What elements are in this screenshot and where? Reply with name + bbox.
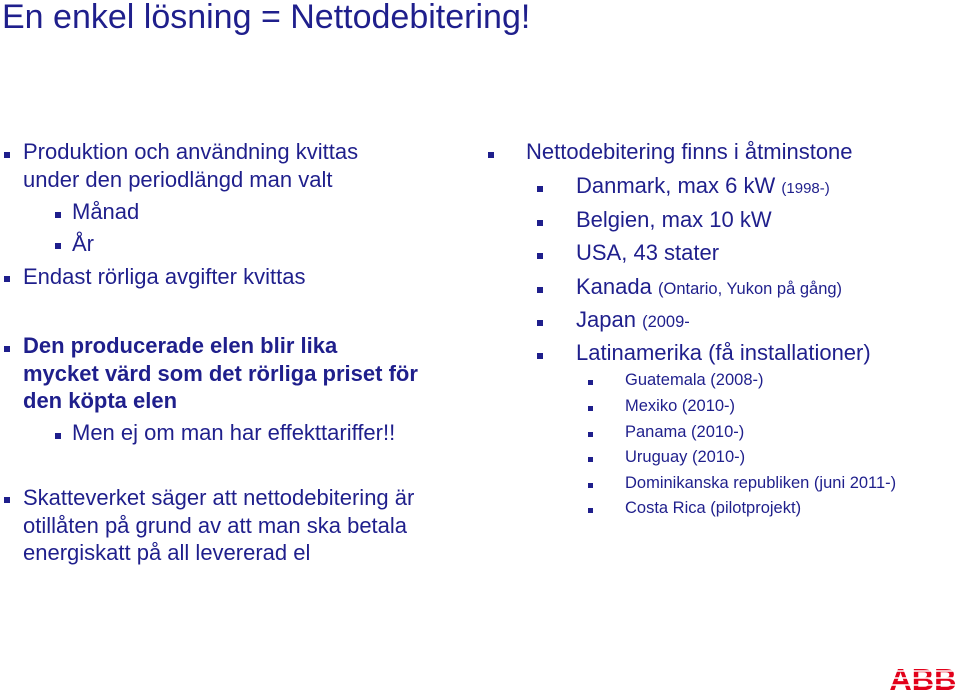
latam-item: Guatemala (2008-): [625, 371, 764, 389]
country-note: (2009-: [642, 313, 690, 331]
abb-logo: [888, 662, 958, 694]
country-item: [576, 307, 690, 333]
sub-sub-bullet-icon: [588, 483, 593, 488]
country-item: USA, 43 stater: [576, 240, 720, 265]
sub-bullet-text: Månad: [72, 199, 140, 224]
sub-bullet-text: Men ej om man har effekttariffer!!: [72, 420, 396, 445]
bullet-text: Produktion och användning kvittas: [23, 139, 359, 164]
country-item: [576, 173, 830, 199]
sub-sub-bullet-icon: [588, 380, 593, 385]
bullet-icon: [4, 346, 10, 352]
country-note: (1998-): [781, 180, 830, 197]
bullet-icon: [4, 497, 10, 503]
country-item: Belgien, max 10 kW: [576, 207, 772, 232]
latam-item: Panama (2010-): [625, 423, 745, 441]
sub-sub-bullet-icon: [588, 508, 593, 513]
sub-bullet-icon: [537, 353, 543, 359]
latam-item: Dominikanska republiken (juni 2011-): [625, 474, 897, 492]
sub-bullet-icon: [537, 186, 543, 192]
sub-bullet-icon: [537, 320, 543, 326]
sub-bullet-icon: [55, 433, 61, 439]
sub-bullet-icon: [537, 220, 543, 226]
bullet-text: den köpta elen: [23, 388, 178, 413]
country-note: (Ontario, Yukon på gång): [657, 280, 843, 298]
country-name: Kanada: [576, 274, 652, 299]
sub-bullet-icon: [55, 212, 61, 218]
sub-bullet-icon: [55, 243, 61, 249]
country-item: [576, 274, 842, 300]
country-item: Latinamerika (få installationer): [576, 340, 871, 365]
sub-sub-bullet-icon: [588, 432, 593, 437]
bullet-text: Skatteverket säger att nettodebitering är: [23, 485, 415, 510]
bullet-icon: [4, 152, 10, 158]
bullet-text: Den producerade elen blir lika: [23, 333, 338, 358]
right-column: [480, 0, 959, 697]
sub-sub-bullet-icon: [588, 406, 593, 411]
page-title: En enkel lösning = Nettodebitering!: [2, 0, 531, 36]
bullet-icon: [488, 152, 494, 158]
latam-item: Costa Rica (pilotprojekt): [625, 499, 802, 517]
bullet-text: under den periodlängd man valt: [23, 167, 333, 192]
sub-bullet-icon: [537, 253, 543, 259]
bullet-icon: [4, 276, 10, 282]
bullet-text: Endast rörliga avgifter kvittas: [23, 264, 306, 289]
svg-text:ABB: ABB: [889, 662, 957, 694]
bullet-text: otillåten på grund av att man ska betala: [23, 513, 408, 538]
bullet-text: mycket värd som det rörliga priset för: [23, 361, 418, 386]
country-name: Japan: [576, 307, 636, 332]
bullet-text: energiskatt på all levererad el: [23, 540, 311, 565]
sub-sub-bullet-icon: [588, 457, 593, 462]
sub-bullet-icon: [537, 287, 543, 293]
sub-bullet-text: År: [72, 231, 94, 256]
bullet-text: Nettodebitering finns i åtminstone: [526, 139, 853, 164]
left-column: [0, 0, 480, 697]
latam-item: Mexiko (2010-): [625, 397, 736, 415]
latam-item: Uruguay (2010-): [625, 448, 746, 466]
country-name: Danmark, max 6 kW: [576, 173, 776, 198]
